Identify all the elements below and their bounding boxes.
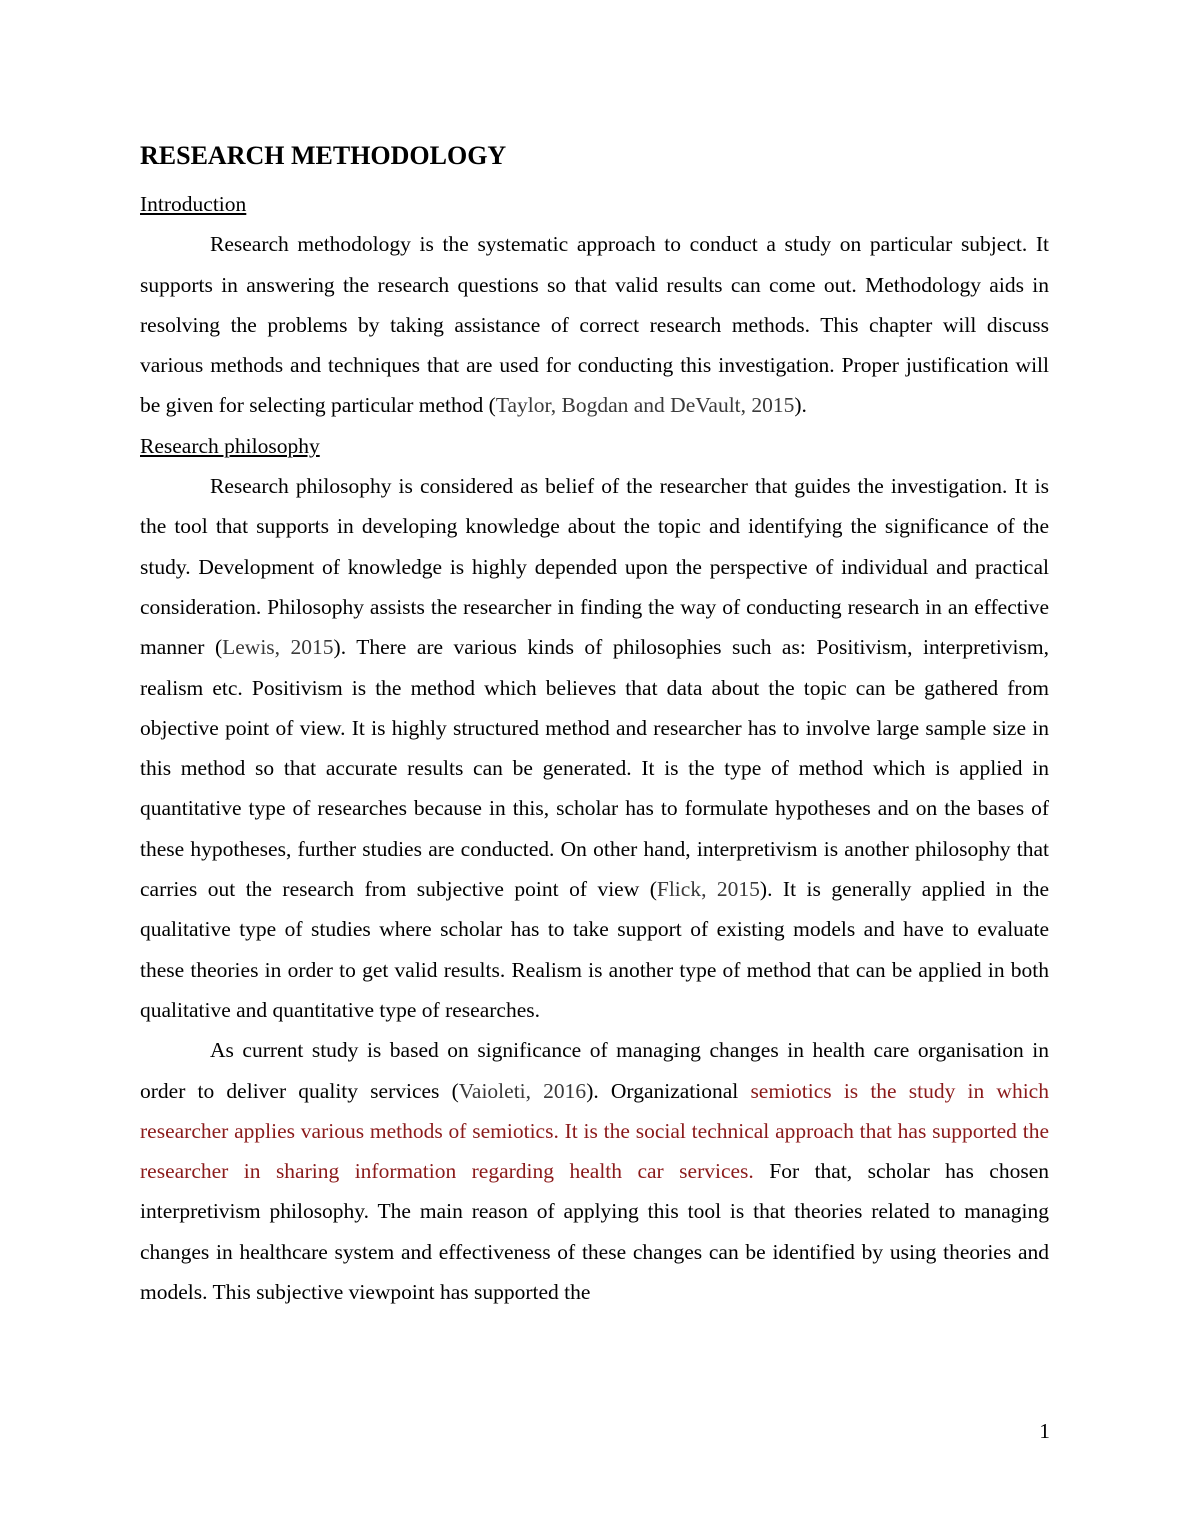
paragraph-text: For that, scholar has chosen interpretivism philosophy. The main reason of applying this tool is that theories related to managing changes in healthcare system and effectiveness of these changes can be identified by using theories and models. This subjective viewpoint has supported the (140, 1159, 1049, 1305)
introduction-paragraph (140, 224, 1049, 425)
paragraph-text: ). It is generally applied in the qualitative type of studies where scholar has to take support of existing models and have to evaluate these theories in order to get valid results. Realism is another type of method that can be applied in both qualitative and quantitative type of researches. (140, 877, 1049, 1022)
citation: Lewis, 2015 (222, 635, 334, 660)
citation: Flick, 2015 (656, 877, 760, 902)
paragraph-text: As current study is based on significance of managing changes in health care organisation in order to deliver quality services ( (140, 1038, 1049, 1103)
paragraph-text: Research philosophy is considered as belief of the researcher that guides the investigation. It is the tool that supports in developing knowledge about the topic and identifying the significance of the study. Development of knowledge is highly depended upon the perspective of individual and practical consideration. Philosophy assists the researcher in finding the way of conducting research in an effective manner ( (140, 474, 1049, 660)
research-philosophy-paragraph-1 (140, 466, 1049, 1030)
citation: Taylor, Bogdan and DeVault, 2015 (495, 393, 795, 418)
paragraph-text: Research methodology is the systematic approach to conduct a study on particular subject. It supports in answering the research questions so that valid results can come out. Methodology aids in resolving the problems by taking assistance of correct research methods. This chapter will discuss various methods and techniques that are used for conducting this investigation. Proper justification will be given for selecting particular method ( (140, 232, 1049, 418)
paragraph-text: ). There are various kinds of philosophies such as: Positivism, interpretivism, realism etc. Positivism is the method which believes that data about the topic can be gathered from objective point of view. It is highly structured method and researcher has to involve large sample size in this method so that accurate results can be generated. It is the type of method which is applied in quantitative type of researches because in this, scholar has to formulate hypotheses and on the bases of these hypotheses, further studies are conducted. On other hand, interpretivism is another philosophy that carries out the research from subjective point of view ( (140, 635, 1049, 902)
research-philosophy-paragraph-2 (140, 1030, 1049, 1312)
paragraph-text: ). Organizational (586, 1078, 751, 1103)
section-heading-introduction: Introduction (140, 192, 247, 216)
page-number: 1 (1039, 1419, 1050, 1443)
section-heading-research-philosophy: Research philosophy (140, 433, 320, 458)
paragraph-text: ). (794, 393, 807, 418)
highlighted-text: semiotics is the study in which researcher applies various methods of semiotics. It is the social technical approach that has supported the researcher in sharing information regarding health car services. (140, 1078, 1049, 1184)
document-page (140, 138, 1049, 1312)
citation: Vaioleti, 2016 (458, 1078, 587, 1103)
document-title: RESEARCH METHODOLOGY (140, 141, 507, 170)
